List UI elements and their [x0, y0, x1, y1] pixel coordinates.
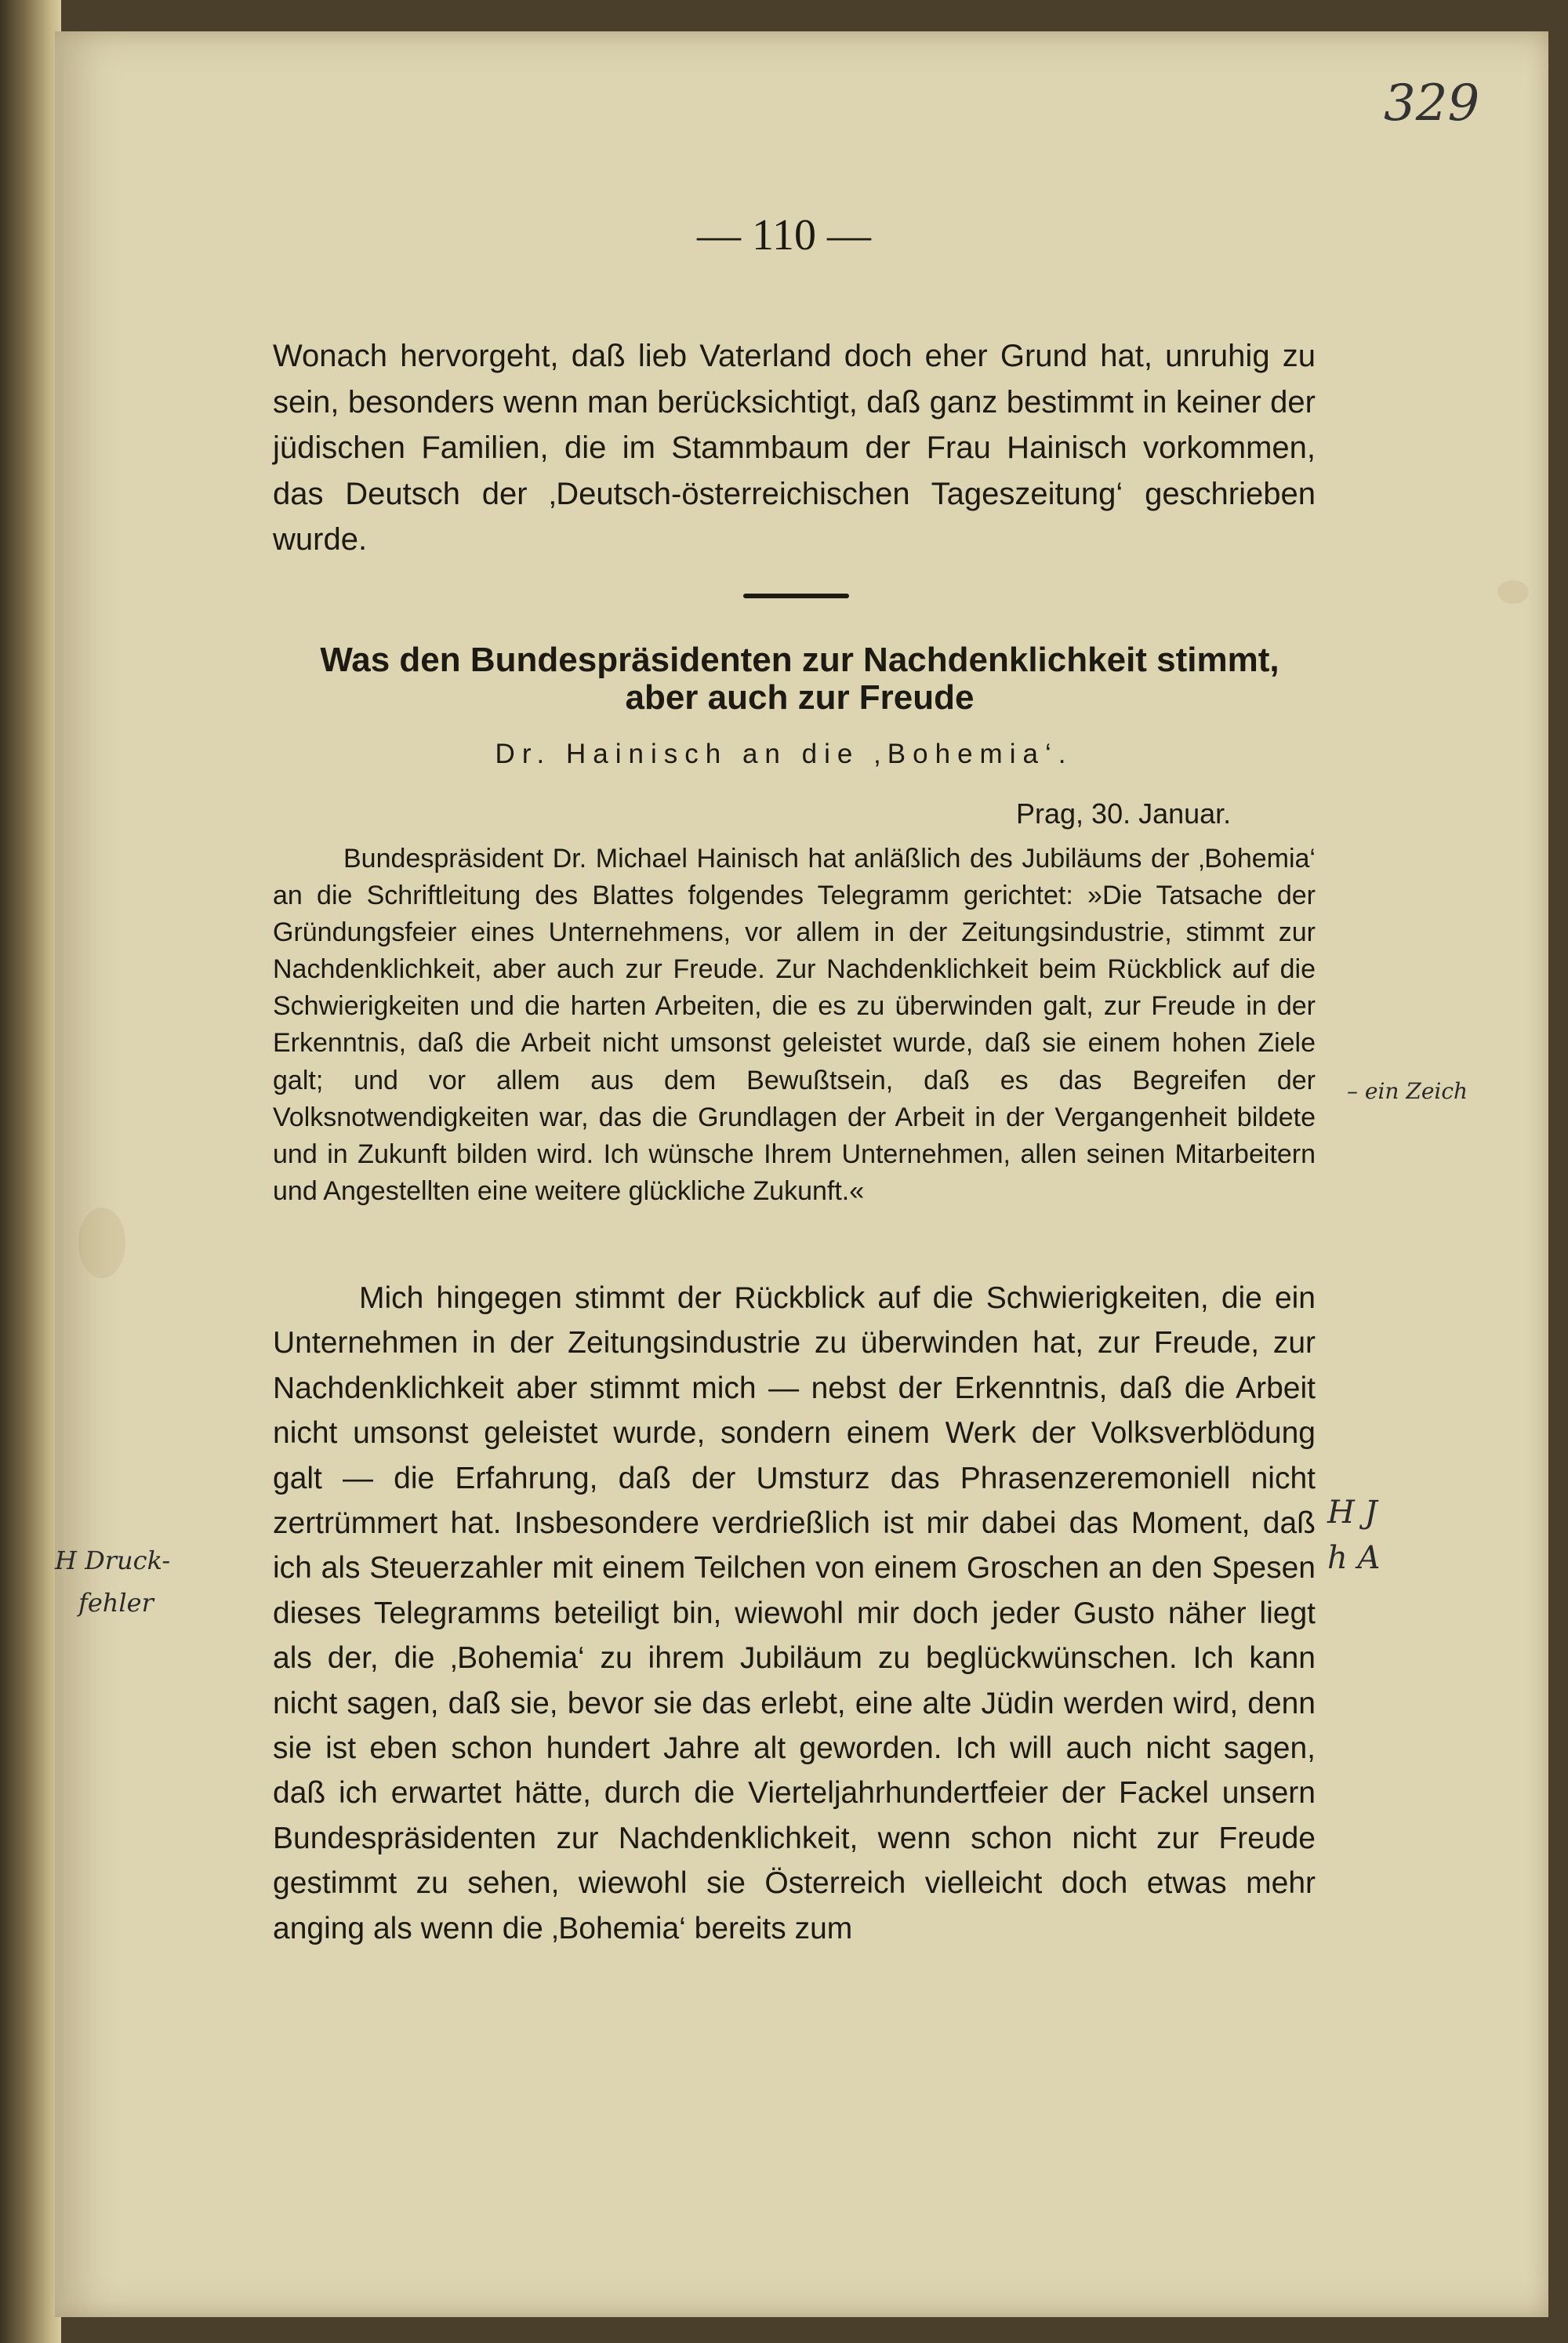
margin-note-left	[55, 1539, 170, 1624]
folio-number: 329	[1384, 74, 1480, 133]
margin-note-right-group	[1327, 1490, 1380, 1581]
book-spine	[0, 0, 61, 2343]
heading-line-1: Was den Bundespräsidenten zur Nachdenklichkeit stimmt,	[320, 641, 1279, 679]
article-byline: Dr. Hainisch an die ‚Bohemia‘.	[495, 739, 1073, 769]
paper-stain	[1497, 580, 1529, 604]
margin-note-ha: h A	[1327, 1540, 1381, 1576]
margin-note-right: – ein Zeich	[1347, 1078, 1468, 1104]
telegram-quote	[273, 841, 1316, 1210]
section-divider	[743, 594, 849, 598]
paper-stain	[78, 1208, 125, 1278]
article-dateline: Prag, 30. Januar.	[1016, 797, 1232, 830]
margin-note-hj: H J	[1327, 1495, 1377, 1531]
margin-note-left-2: fehler	[78, 1588, 154, 1618]
article-heading	[267, 641, 1333, 717]
heading-line-2: aber auch zur Freude	[625, 678, 975, 717]
opening-paragraph: Wonach hervorgeht, daß lieb Vaterland doch eher Grund hat, unruhig zu sein, besonders wenn man berücksichtigt, daß ganz bestimmt in keiner der jüdischen Familien, die im Stammbaum der Frau Hainisch vorkommen, das Deutsch der ‚Deutsch-österreichischen Tageszeitung‘ geschrieben wurde.	[273, 339, 1316, 557]
commentary-paragraph: Mich hingegen stimmt der Rückblick auf die Schwierigkeiten, die ein Unternehmen in der Zeitungsindustrie zu überwinden hat, zur Freude, zur Nachdenklichkeit aber stimmt mich — nebst der Erkenntnis, daß die Arbeit nicht umsonst geleistet wurde, sondern einem Werk der Volksverblödung galt — die Erfahrung, daß der Umsturz das Phrasenzeremoniell nicht zertrümmert hat. Insbesondere verdrießlich ist mir dabei das Moment, daß ich als Steuerzahler mit einem Teilchen von einem Groschen an den Spesen dieses Telegramms beteiligt bin, wiewohl mir doch jeder Gusto näher liegt als der, die ‚Bohemia‘ zu ihrem Jubiläum zu beglückwünschen. Ich kann nicht sagen, daß sie, bevor sie das erlebt, eine alte Jüdin werden wird, denn sie ist eben schon hundert Jahre alt geworden. Ich will auch nicht sagen, daß ich erwartet hätte, durch die Vierteljahrhundertfeier der Fackel unsern Bundespräsidenten zur Nachdenklichkeit, wenn schon nicht zur Freude gestimmt zu sehen, wiewohl sie Österreich vielleicht doch etwas mehr anging als wenn die ‚Bohemia‘ bereits zum	[273, 1281, 1316, 1945]
page-number: — 110 —	[697, 211, 871, 260]
margin-note-left-1: H Druck-	[55, 1546, 171, 1575]
telegram-text: Bundespräsident Dr. Michael Hainisch hat anläßlich des Jubiläums der ‚Bohemia‘ an die Schriftleitung des Blattes folgendes Telegramm gerichtet: »Die Tatsache der Gründungsfeier eines Unternehmens, vor allem in der Zeitungsindustrie, stimmt zur Nachdenklichkeit, aber auch zur Freude. Zur Nachdenklichkeit beim Rückblick auf die Schwierigkeiten und die harten Arbeiten, die es zu überwinden galt, zur Freude in der Erkenntnis, daß die Arbeit nicht umsonst geleistet wurde, daß sie einem hohen Ziele galt; und vor allem aus dem Bewußtsein, daß es das Begreifen der Volksnotwendigkeiten war, das die Grundlagen der Arbeit in der Vergangenheit bildete und in Zukunft bilden wird. Ich wünsche Ihrem Unternehmen, allen seinen Mitarbeitern und Angestellten eine weitere glückliche Zukunft.«	[273, 844, 1316, 1206]
